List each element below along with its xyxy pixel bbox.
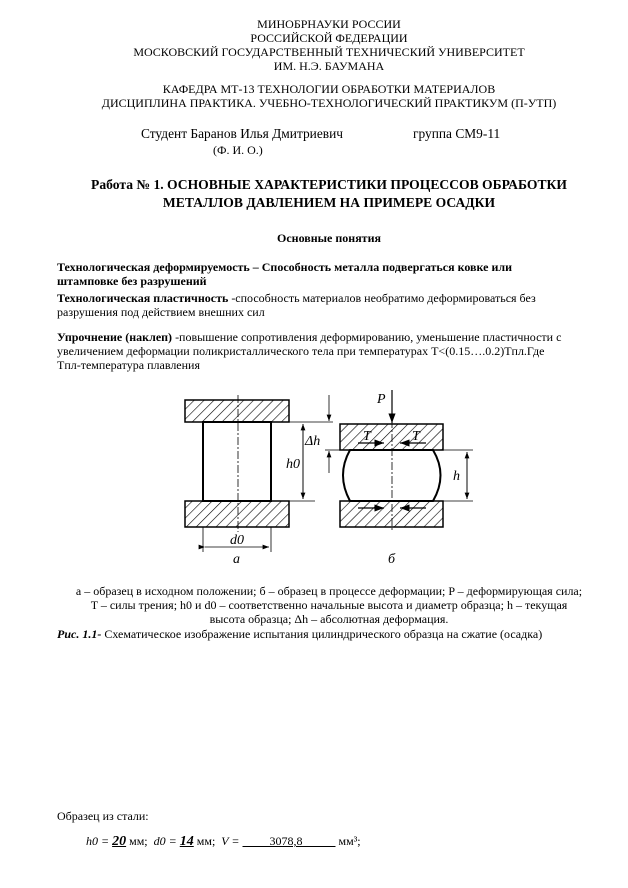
label-h: h xyxy=(453,469,460,484)
label-a: a xyxy=(233,552,240,567)
page-title: Работа № 1. ОСНОВНЫЕ ХАРАКТЕРИСТИКИ ПРОЦЕССОВ ОБРАБОТКИ xyxy=(91,177,567,192)
definition-text: штамповке без разрушений xyxy=(57,274,207,288)
d0-label: d0 = xyxy=(153,834,177,848)
figure-title: Схематическое изображение испытания цилиндрического образца на сжатие (осадка) xyxy=(101,627,543,641)
definition-text: -способность материалов необратимо деформироваться без xyxy=(228,291,536,305)
caption-line: a – образец в исходном положении; б – образец в процессе деформации; P – деформирующая сила; xyxy=(75,584,583,598)
definition-term: Технологическая пластичность xyxy=(57,291,229,305)
header-line: РОССИЙСКОЙ ФЕДЕРАЦИИ xyxy=(250,31,408,45)
section-heading: Основные понятия xyxy=(277,231,381,245)
definition-text: Tпл-температура плавления xyxy=(57,358,200,372)
header-line: МОСКОВСКИЙ ГОСУДАРСТВЕННЫЙ ТЕХНИЧЕСКИЙ УНИВЕРСИТЕТ xyxy=(133,45,525,59)
caption-line: высота образца; Δh – абсолютная деформация. xyxy=(209,612,449,626)
initial-sample xyxy=(203,422,271,501)
sample-heading: Образец из стали: xyxy=(57,809,149,823)
bottom-die xyxy=(185,501,289,527)
definition-text: разрушения под действием внешних сил xyxy=(57,305,265,319)
definition-text: увеличением деформации поликристаллического тела при температурах T<(0.15….0.2)Tпл.Где xyxy=(57,344,545,358)
h0-value: 20 xyxy=(112,834,127,849)
definition-text: -повышение сопротивления деформированию, уменьшение пластичности с xyxy=(172,330,562,344)
volume-value: 3078,8 xyxy=(269,834,303,848)
bottom-die-deformed xyxy=(340,501,443,527)
d0-value: 14 xyxy=(179,834,194,849)
volume-label: V = xyxy=(221,834,240,848)
top-die-deformed xyxy=(340,424,443,450)
figure-ref: Рис. 1.1- xyxy=(57,627,102,641)
sample-params xyxy=(86,834,361,849)
discipline: ДИСЦИПЛИНА ПРАКТИКА. УЧЕБНО-ТЕХНОЛОГИЧЕСКИЙ ПРАКТИКУМ (П-УТП) xyxy=(101,96,557,110)
definition-term: Упрочнение (наклеп) xyxy=(57,330,173,344)
definition-text: Технологическая деформируемость – Способность металла подвергаться ковке или xyxy=(57,260,513,274)
label-dh: Δh xyxy=(305,434,321,449)
department: КАФЕДРА МТ-13 ТЕХНОЛОГИИ ОБРАБОТКИ МАТЕРИАЛОВ xyxy=(162,82,496,96)
top-die xyxy=(185,400,289,422)
label-h0: h0 xyxy=(286,457,300,472)
page-title: МЕТАЛЛОВ ДАВЛЕНИЕМ НА ПРИМЕРЕ ОСАДКИ xyxy=(162,195,496,210)
label-P: P xyxy=(377,392,386,407)
volume-unit: мм³; xyxy=(338,834,361,848)
fio-note: (Ф. И. О.) xyxy=(213,143,263,157)
h0-label: h0 = xyxy=(86,834,110,848)
label-d0: d0 xyxy=(230,533,244,548)
label-b: б xyxy=(388,552,396,567)
student-name: Студент Баранов Илья Дмитриевич xyxy=(141,126,343,141)
header-line: МИНОБРНАУКИ РОССИИ xyxy=(257,17,401,31)
student-group: группа СМ9-11 xyxy=(413,126,501,141)
caption-line: T – силы трения; h0 и d0 – соответственно начальные высота и диаметр образца; h – текущая xyxy=(90,598,568,612)
unit: мм; xyxy=(196,834,216,848)
header-line: ИМ. Н.Э. БАУМАНА xyxy=(273,59,385,73)
label-T: T xyxy=(363,429,371,444)
label-T: T xyxy=(412,429,420,444)
figure-caption xyxy=(57,627,542,641)
unit: мм; xyxy=(129,834,148,848)
